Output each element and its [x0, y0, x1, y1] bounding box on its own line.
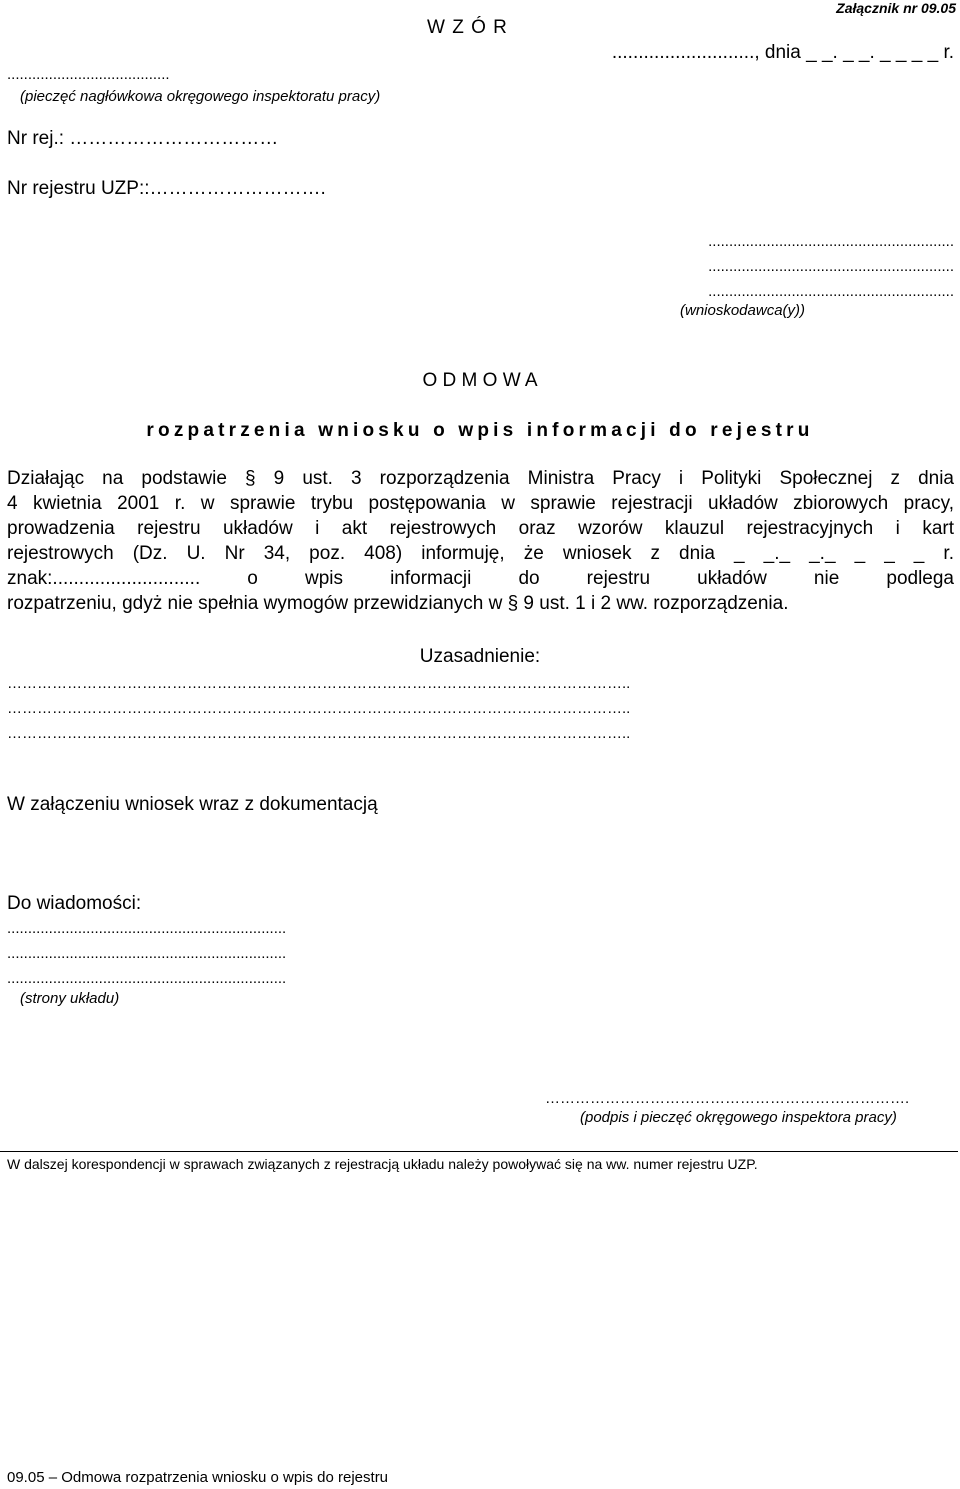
footer-divider: [0, 1151, 958, 1152]
body-line-6: rozpatrzeniu, gdyż nie spełnia wymogów przewidzianych w § 9 ust. 1 i 2 ww. rozporządzenia.: [7, 593, 789, 614]
justification-heading: Uzasadnienie:: [419, 646, 541, 667]
place-date-line: ..........................., dnia _ _. _ _. _ _ _ _ r.: [611, 42, 954, 63]
cc-line-1: ...................................................................: [7, 920, 287, 937]
body-line-3: prowadzenia rejestru układów i akt rejestrowych oraz wzorów klauzul rejestracyjnych i kart: [7, 518, 954, 539]
applicant-line-3: ...........................................................: [708, 283, 954, 300]
cc-line-3: ...................................................................: [7, 970, 287, 987]
body-line-1: Działając na podstawie § 9 ust. 3 rozporządzenia Ministra Pracy i Polityki Społecznej z dnia: [7, 468, 954, 489]
applicant-caption: (wnioskodawca(y)): [680, 302, 806, 319]
body-line-4: rejestrowych (Dz. U. Nr 34, poz. 408) informuję, że wniosek z dnia _ _._ _._ _ _ _ r.: [7, 543, 954, 564]
applicant-line-1: ...........................................................: [708, 233, 954, 250]
stamp-placeholder: .......................................: [7, 66, 170, 83]
signature-line: ……………………………………………………………….: [545, 1090, 910, 1107]
document-title: O D M O W A: [422, 370, 538, 391]
cc-line-2: ...................................................................: [7, 945, 287, 962]
signature-caption: (podpis i pieczęć okręgowego inspektora pracy): [580, 1109, 897, 1126]
justification-line-3: ……………………………………………………………………………………………………………..: [7, 725, 631, 742]
correspondence-note: W dalszej korespondencji w sprawach związanych z rejestracją układu należy powoływać się na ww. numer rejestru UZP.: [7, 1156, 758, 1172]
registration-number-field: Nr rej.: ……………………………: [7, 128, 279, 149]
attachment-number: Załącznik nr 09.05: [836, 0, 956, 16]
document-subtitle: rozpatrzenia wniosku o wpis informacji do rejestru: [146, 420, 814, 441]
justification-line-1: ……………………………………………………………………………………………………………..: [7, 675, 631, 692]
page-footer: 09.05 – Odmowa rozpatrzenia wniosku o wpis do rejestru: [7, 1469, 389, 1486]
applicant-line-2: ...........................................................: [708, 258, 954, 275]
body-line-5: znak:............................ o wpis informacji do rejestru układów nie podlega: [7, 568, 954, 589]
body-line-2: 4 kwietnia 2001 r. w sprawie trybu postępowania w sprawie rejestracji układów zbiorowych pracy,: [7, 493, 954, 514]
stamp-caption: (pieczęć nagłówkowa okręgowego inspektoratu pracy): [20, 88, 381, 105]
document-type-label: W Z Ó R: [427, 17, 508, 38]
cc-heading: Do wiadomości:: [7, 893, 142, 914]
attachments-note: W załączeniu wniosek wraz z dokumentacją: [7, 794, 378, 815]
uzp-registry-number-field: Nr rejestru UZP::……………………….: [7, 178, 326, 199]
body-paragraph: [7, 466, 954, 616]
cc-caption: (strony układu): [20, 990, 120, 1007]
justification-line-2: ……………………………………………………………………………………………………………..: [7, 700, 631, 717]
